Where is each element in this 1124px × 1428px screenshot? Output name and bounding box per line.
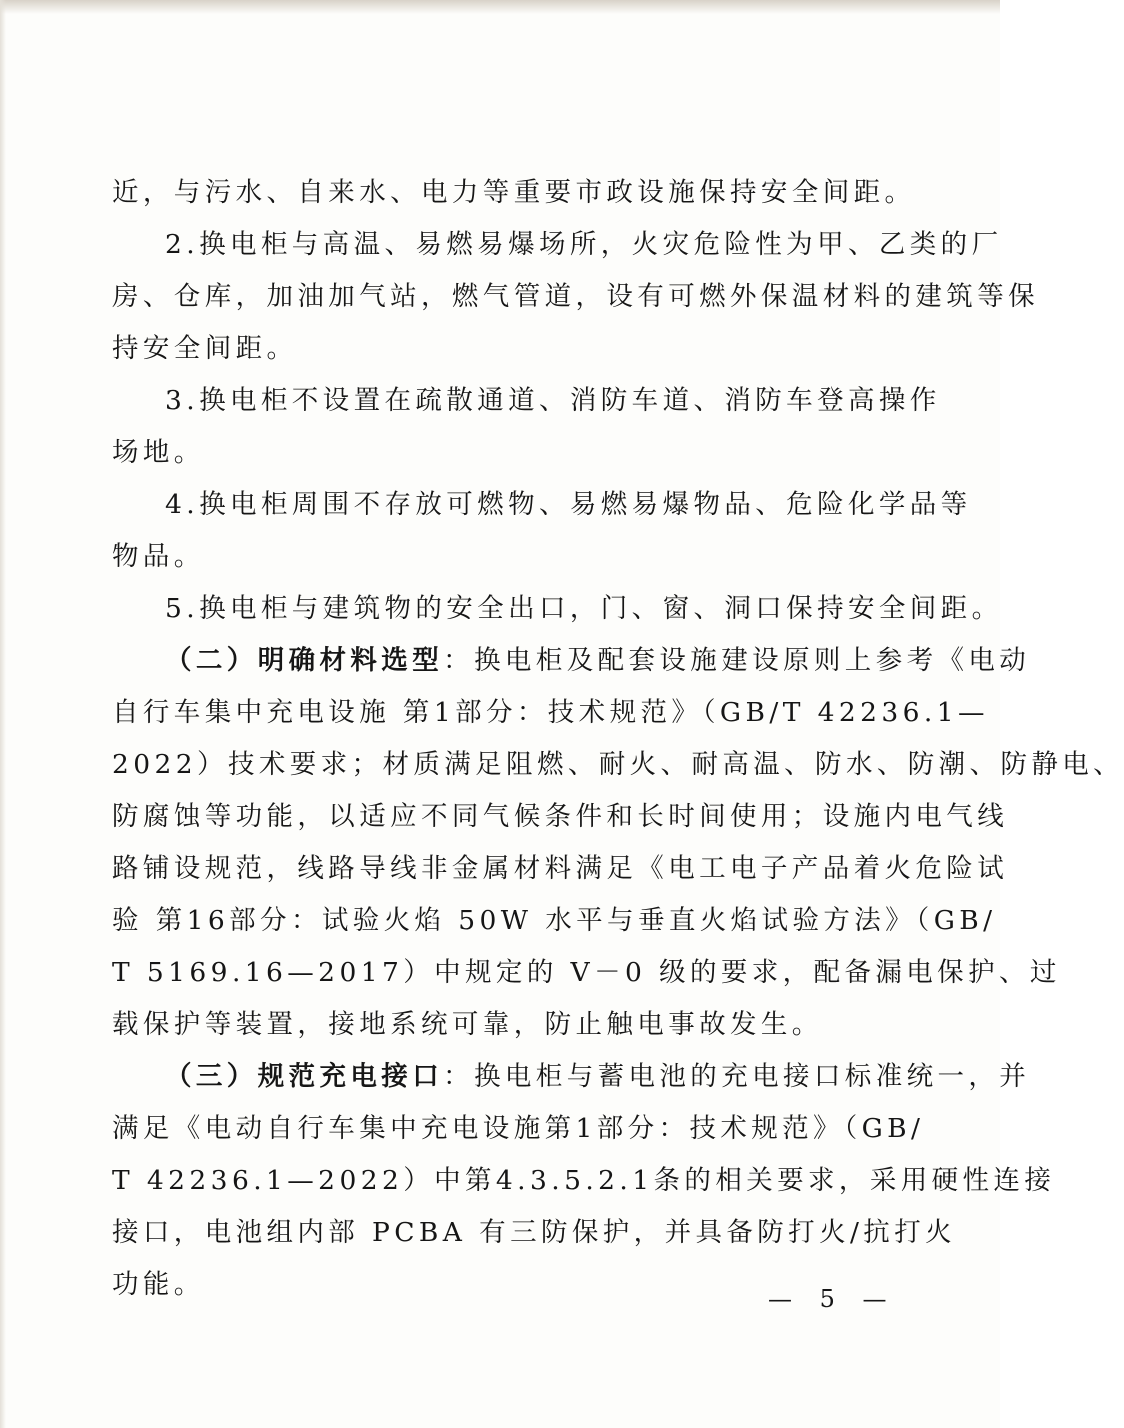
- text-line: 满足《电动自行车集中充电设施第1部分：技术规范》（GB/: [112, 1113, 925, 1144]
- text-line: 载保护等装置，接地系统可靠，防止触电事故发生。: [112, 1009, 823, 1040]
- scan-edge-shadow: [0, 0, 1000, 14]
- text-line: 2022）技术要求；材质满足阻燃、耐火、耐高温、防水、防潮、防静电、: [112, 749, 1124, 780]
- text-line: 功能。: [112, 1269, 205, 1300]
- text-line: 3.换电柜不设置在疏散通道、消防车道、消防车登高操作: [165, 385, 941, 416]
- text-line: T 5169.16—2017）中规定的 V－0 级的要求，配备漏电保护、过: [112, 957, 1061, 988]
- text-line: 持安全间距。: [112, 333, 298, 364]
- text-line: 路铺设规范，线路导线非金属材料满足《电工电子产品着火危险试: [112, 853, 1009, 884]
- text-line: 物品。: [112, 541, 205, 572]
- section-heading: （二）明确材料选型: [165, 645, 444, 676]
- text-line: 5.换电柜与建筑物的安全出口，门、窗、洞口保持安全间距。: [165, 593, 1003, 624]
- text-line: 验 第16部分：试验火焰 50W 水平与垂直火焰试验方法》（GB/: [112, 905, 997, 936]
- text-line: 防腐蚀等功能，以适应不同气候条件和长时间使用；设施内电气线: [112, 801, 1009, 832]
- text-line: 接口，电池组内部 PCBA 有三防保护，并具备防打火/抗打火: [112, 1217, 956, 1248]
- section-heading-line: （三）规范充电接口：换电柜与蓄电池的充电接口标准统一，并: [165, 1061, 1031, 1092]
- section-heading: （三）规范充电接口: [165, 1061, 444, 1092]
- text-line: 近，与污水、自来水、电力等重要市政设施保持安全间距。: [112, 177, 916, 208]
- page-number: — 5 —: [768, 1285, 897, 1313]
- section-heading-line: （二）明确材料选型：换电柜及配套设施建设原则上参考《电动: [165, 645, 1031, 676]
- text-line: 房、仓库，加油加气站，燃气管道，设有可燃外保温材料的建筑等保: [112, 281, 1039, 312]
- text-line: 自行车集中充电设施 第1部分：技术规范》（GB/T 42236.1—: [112, 697, 989, 728]
- text-line: 2.换电柜与高温、易燃易爆场所，火灾危险性为甲、乙类的厂: [165, 229, 1003, 260]
- scan-side-shadow: [0, 0, 6, 1428]
- text-line: 4.换电柜周围不存放可燃物、易燃易爆物品、危险化学品等: [165, 489, 972, 520]
- text-line: 场地。: [112, 437, 205, 468]
- text-line: T 42236.1—2022）中第4.3.5.2.1条的相关要求，采用硬性连接: [112, 1165, 1056, 1196]
